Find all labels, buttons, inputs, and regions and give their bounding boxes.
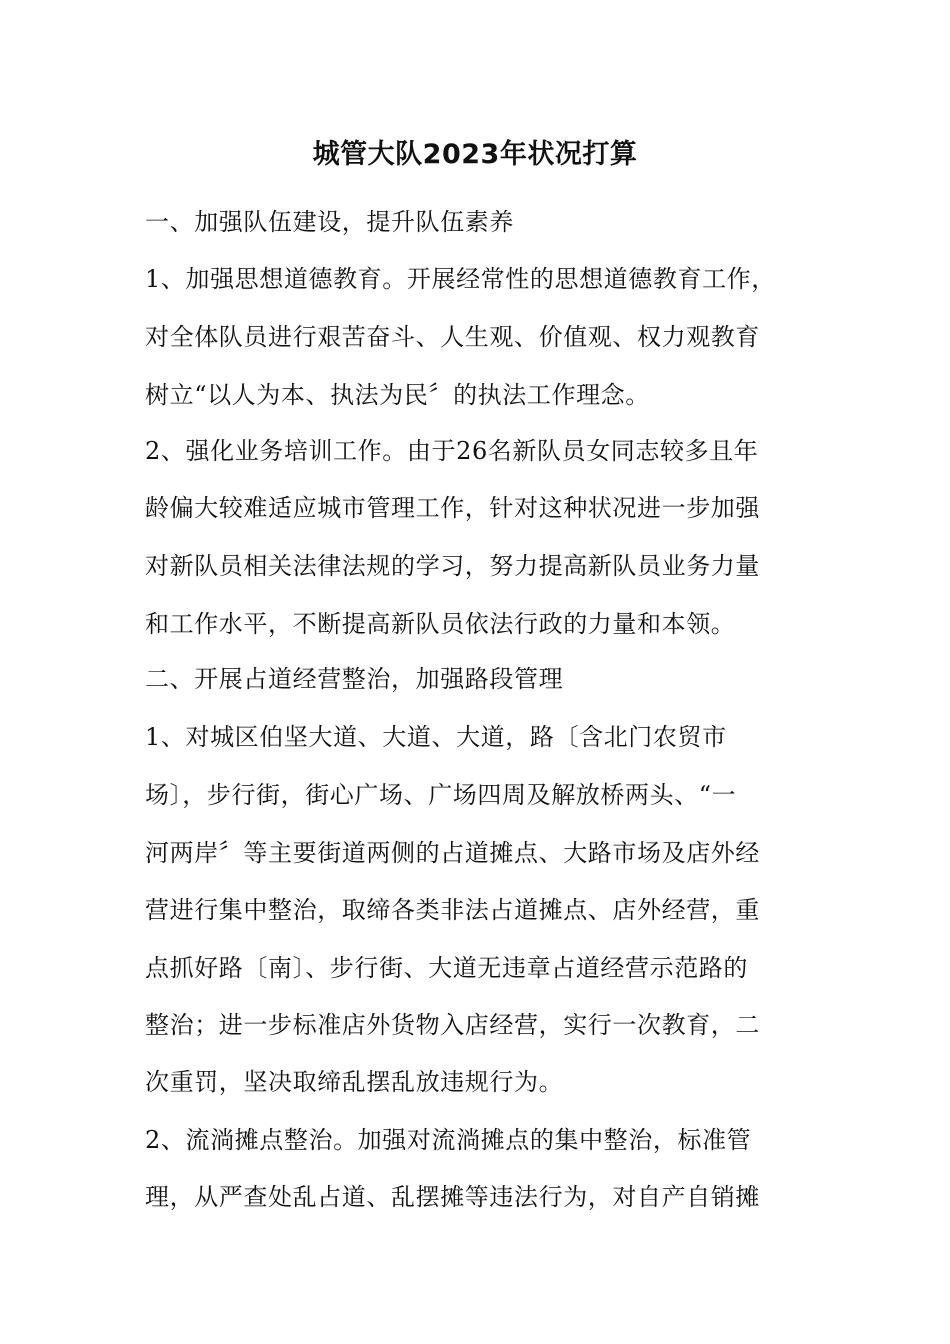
paragraph-line: 对新队员相关法律法规的学习，努力提高新队员业务力量 [145, 552, 760, 580]
paragraph-line: 和工作水平，不断提高新队员依法行政的力量和本领。 [145, 610, 736, 638]
paragraph-line: 2、强化业务培训工作。由于26名新队员女同志较多且年 [145, 437, 759, 465]
paragraph-line: 河两岸〞等主要街道两侧的占道摊点、大路市场及店外经 [145, 839, 760, 867]
paragraph-line: 次重罚，坚决取缔乱摆乱放违规行为。 [145, 1068, 564, 1096]
section-heading-1: 一、加强队伍建设，提升队伍素养 [145, 208, 514, 236]
paragraph-line: 理，从严查处乱占道、乱摆摊等违法行为，对自产自销摊 [145, 1183, 760, 1211]
document-title: 城管大队2023年状况打算 [312, 139, 638, 170]
paragraph-line: 场〕，步行街，街心广场、广场四周及解放桥两头、“一 [145, 781, 737, 809]
paragraph-line: 树立“以人为本、执法为民〞的执法工作理念。 [145, 381, 650, 409]
paragraph-line: 整治；进一步标准店外货物入店经营，实行一次教育，二 [145, 1011, 760, 1039]
paragraph-line: 龄偏大较难适应城市管理工作，针对这种状况进一步加强 [145, 494, 760, 522]
paragraph-line: 1、对城区伯坚大道、大道、大道，路〔含北门农贸市 [145, 723, 727, 751]
section-heading-2: 二、开展占道经营整治，加强路段管理 [145, 665, 564, 693]
paragraph-line: 2、流淌摊点整治。加强对流淌摊点的集中整治，标准管 [145, 1126, 752, 1154]
paragraph-line: 点抓好路〔南〕、步行街、大道无违章占道经营示范路的 [145, 954, 748, 982]
paragraph-line: 对全体队员进行艰苦奋斗、人生观、价值观、权力观教育 [145, 323, 760, 351]
paragraph-line: 1、加强思想道德教育。开展经常性的思想道德教育工作， [145, 265, 776, 293]
paragraph-line: 营进行集中整治，取缔各类非法占道摊点、店外经营，重 [145, 896, 760, 924]
